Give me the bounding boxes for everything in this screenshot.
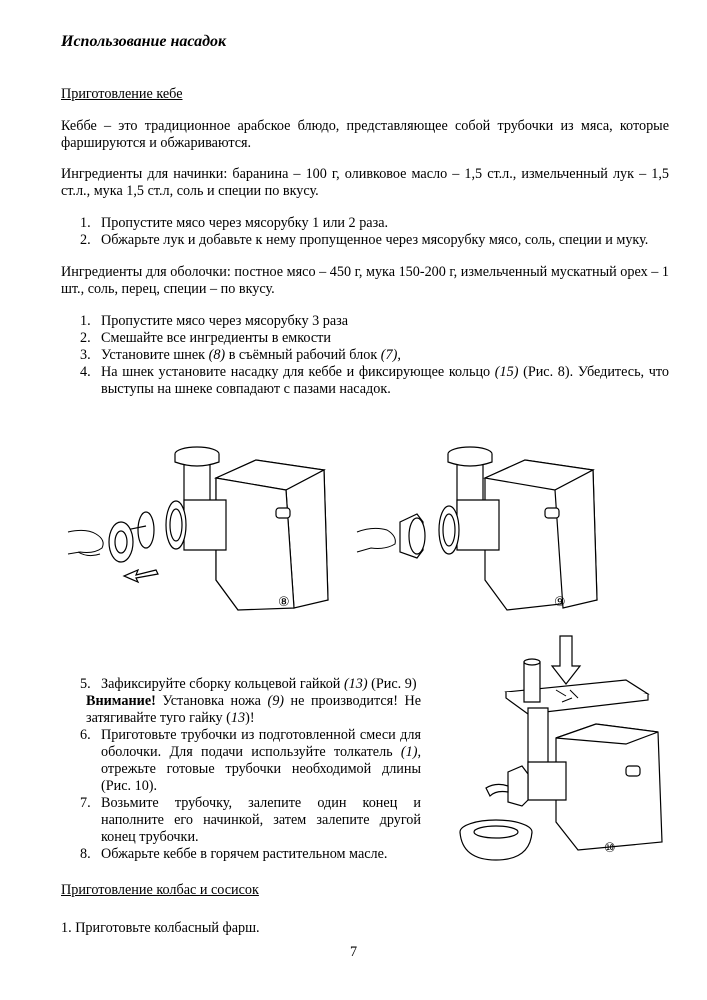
list-text: (Рис. 8). Убедитесь, что выступы на шнеке совпадают с пазами насадок. — [101, 364, 669, 397]
list-text: Установка ножа — [155, 693, 268, 709]
figure-8 — [66, 430, 356, 620]
list-text: Возьмите трубочку, залепите один конец и наполните его начинкой, затем залепите другой конец трубочки. — [101, 795, 421, 845]
list-number: 3. — [80, 347, 91, 363]
assembly-steps — [61, 676, 421, 863]
warning-note — [61, 693, 421, 727]
list-number: 4. — [80, 364, 91, 380]
list-text: отрежьте готовые трубочки необходимой длины (Рис. 10). — [101, 761, 421, 794]
section-heading: Использование насадок — [61, 33, 227, 50]
list-number: 1. — [80, 313, 91, 329]
part-ref: (1), — [400, 744, 421, 760]
list-text: Смешайте все ингредиенты в емкости — [101, 330, 331, 346]
list-text: Пропустите мясо через мясорубку 1 или 2 раза. — [101, 215, 389, 231]
part-ref: (9) — [267, 693, 285, 709]
part-ref: (15) — [494, 364, 519, 380]
list-number: 1. — [80, 215, 91, 231]
filling-steps — [61, 215, 669, 249]
figure-9 — [355, 430, 615, 620]
figure-8-drawing — [66, 430, 356, 620]
part-ref: (13) — [343, 676, 368, 692]
list-text: Обжарьте лук и добавьте к нему пропущенное через мясорубку мясо, соль, специи и муку. — [101, 232, 649, 248]
list-item — [61, 846, 421, 863]
figure-9-label: ⑨ — [554, 595, 566, 610]
list-number: 7. — [80, 795, 91, 811]
list-number: 5. — [80, 676, 91, 692]
hand-icon — [68, 530, 103, 555]
list-text: не производится! Не затягивайте туго гайку ( — [86, 693, 421, 726]
list-item — [61, 676, 421, 693]
part-ref: 13 — [230, 710, 246, 726]
list-text: в съёмный рабочий блок — [225, 347, 381, 363]
list-number: 2. — [80, 232, 91, 248]
list-number: 2. — [80, 330, 91, 346]
list-text: (Рис. 9) — [367, 676, 417, 692]
page-number: 7 — [349, 944, 358, 960]
figure-10-drawing — [436, 632, 676, 872]
kebbe-subheading: Приготовление кебе — [61, 86, 183, 102]
list-item — [61, 795, 421, 846]
shell-ingredients: Ингредиенты для оболочки: постное мясо – 450 г, мука 150-200 г, измельченный мускатный орех – 1 шт., соль, перец, специи – по вкусу. — [61, 264, 669, 297]
figure-10-label: ⑩ — [604, 841, 616, 856]
list-text: Зафиксируйте сборку кольцевой гайкой — [101, 676, 344, 692]
list-text: Пропустите мясо через мясорубку 3 раза — [101, 313, 349, 329]
list-item — [61, 364, 669, 398]
list-item — [61, 330, 669, 347]
figure-10 — [436, 632, 676, 872]
down-arrow-icon — [552, 636, 580, 684]
list-text: Установите шнек — [101, 347, 209, 363]
figure-8-label: ⑧ — [278, 595, 290, 610]
list-text: Приготовьте трубочки из подготовленной смеси для оболочки. Для подачи используйте толкатель — [101, 727, 421, 760]
list-text: )! — [245, 710, 255, 726]
list-number: 8. — [80, 846, 91, 862]
list-number: 6. — [80, 727, 91, 743]
list-text: Обжарьте кеббе в горячем растительном масле. — [101, 846, 388, 862]
list-item — [61, 347, 669, 364]
part-ref: (7), — [380, 347, 401, 363]
list-item — [61, 313, 669, 330]
list-item — [61, 727, 421, 795]
figure-9-drawing — [355, 430, 615, 620]
filling-ingredients: Ингредиенты для начинки: баранина – 100 г, оливковое масло – 1,5 ст.л., измельченный лук – 1,5 ст.л., мука 1,5 ст.л, соль и специи по вкусу. — [61, 166, 669, 199]
sausages-subheading: Приготовление колбас и сосисок — [61, 882, 259, 898]
kebbe-intro: Кеббе – это традиционное арабское блюдо, представляющее собой трубочки из мяса, которые фаршируются и обжариваются. — [61, 118, 669, 151]
warning-label: Внимание! — [86, 693, 156, 709]
part-ref: (8) — [208, 347, 226, 363]
list-item — [61, 232, 669, 249]
shell-steps — [61, 313, 669, 398]
hand-icon — [357, 528, 395, 552]
list-item — [61, 215, 669, 232]
sausages-step-1: 1. Приготовьте колбасный фарш. — [61, 920, 260, 936]
list-text: На шнек установите насадку для кеббе и фиксирующее кольцо — [101, 364, 495, 380]
